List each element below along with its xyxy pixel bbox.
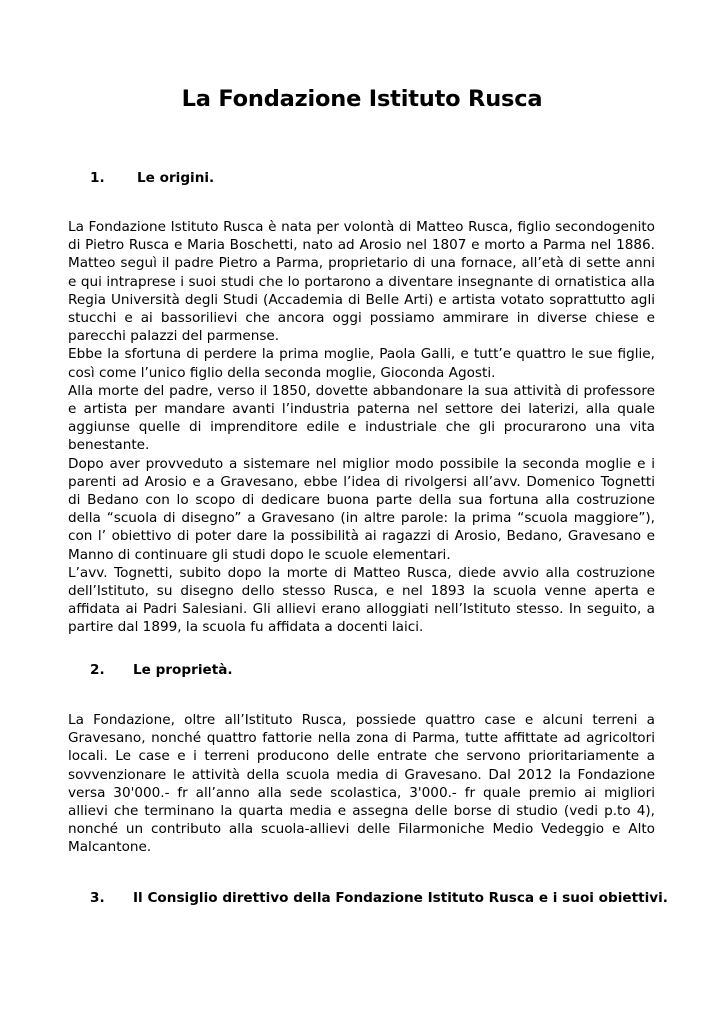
- section-body-origini: [68, 218, 655, 637]
- section-heading-origini: [90, 170, 214, 186]
- section-title: Le proprietà.: [133, 662, 233, 678]
- section-body-proprieta: [68, 711, 655, 857]
- paragraph: Dopo aver provveduto a sistemare nel miglior modo possibile la seconda moglie e i parenti ad Arosio e a Gravesano, ebbe l’idea di rivolgersi all’avv. Domenico Tognetti di Bedano con lo scopo di dedicare buona parte della sua fortuna alla costruzione della “scuola di disegno” a Gravesano (in altre parole: la prima “scuola maggiore”), con l’ obiettivo di poter dare la possibilità ai ragazzi di Arosio, Bedano, Gravesano e Manno di continuare gli studi dopo le scuole elementari.: [68, 455, 655, 563]
- section-number: 2.: [90, 662, 105, 678]
- paragraph: La Fondazione, oltre all’Istituto Rusca, possiede quattro case e alcuni terreni a Gravesano, nonché quattro fattorie nella zona di Parma, tutte affittate ad agricoltori locali. Le case e i terreni producono delle entrate che servono prioritariamente a sovvenzionare le attività della scuola media di Gravesano. Dal 2012 la Fondazione versa 30'000.- fr all’anno alla sede scolastica, 3'000.- fr quale premio ai migliori allievi che terminano la quarta media e assegna delle borse di studio (vedi p.to 4), nonché un contributo alla scuola-allievi delle Filarmoniche Medio Vedeggio e Alto Malcantone.: [68, 712, 655, 856]
- section-number: 1.: [90, 170, 105, 186]
- section-title: Le origini.: [137, 170, 215, 186]
- document-title: La Fondazione Istituto Rusca: [181, 86, 543, 112]
- section-heading-consiglio: [90, 890, 668, 906]
- section-title: Il Consiglio direttivo della Fondazione Istituto Rusca e i suoi obiettivi.: [133, 890, 668, 906]
- section-number: 3.: [90, 890, 105, 906]
- paragraph: Ebbe la sfortuna di perdere la prima moglie, Paola Galli, e tutt’e quattro le sue figlie, così come l’unico figlio della seconda moglie, Gioconda Agosti.: [68, 346, 655, 381]
- paragraph: Alla morte del padre, verso il 1850, dovette abbandonare la sua attività di professore e artista per mandare avanti l’industria paterna nel settore dei laterizi, alla quale aggiunse quelle di imprenditore edile e industriale che gli procurarono una vita benestante.: [68, 382, 655, 454]
- paragraph: L’avv. Tognetti, subito dopo la morte di Matteo Rusca, diede avvio alla costruzione dell’Istituto, su disegno dello stesso Rusca, e nel 1893 la scuola venne aperta e affidata ai Padri Salesiani. Gli allievi erano alloggiati nell’Istituto stesso. In seguito, a partire dal 1899, la scuola fu affidata a docenti laici.: [68, 564, 655, 636]
- section-heading-proprieta: [90, 662, 233, 678]
- paragraph: La Fondazione Istituto Rusca è nata per volontà di Matteo Rusca, figlio secondogenito di Pietro Rusca e Maria Boschetti, nato ad Arosio nel 1807 e morto a Parma nel 1886. Matteo seguì il padre Pietro a Parma, proprietario di una fornace, all’età di sette anni e qui intraprese i suoi studi che lo portarono a diventare insegnante di ornatistica alla Regia Università degli Studi (Accademia di Belle Arti) e artista votato soprattutto agli stucchi e ai bassorilievi che ancora oggi possiamo ammirare in diverse chiese e parecchi palazzi del parmense.: [68, 219, 655, 345]
